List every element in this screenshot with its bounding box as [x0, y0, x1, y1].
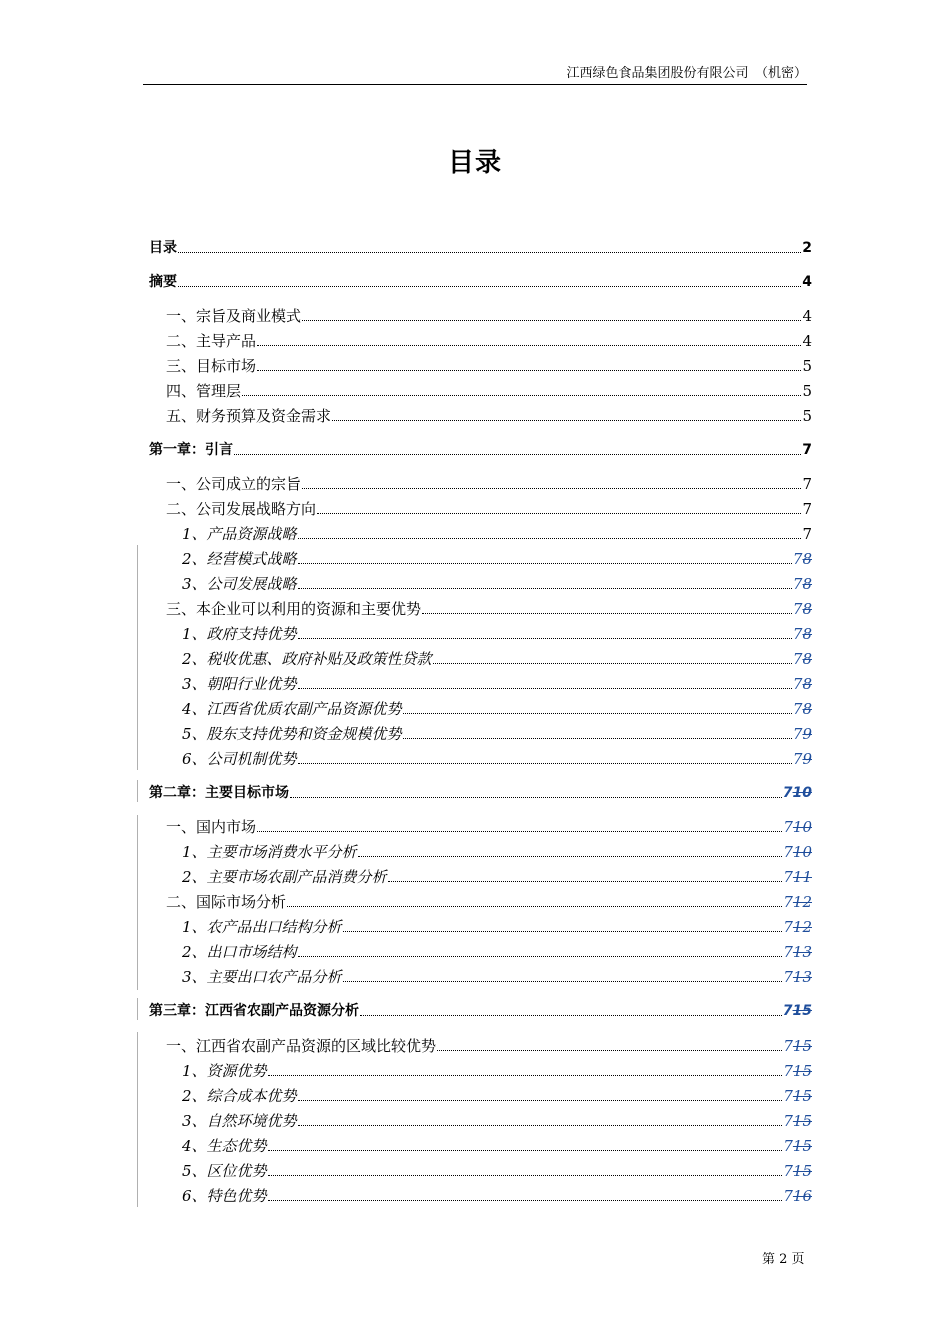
toc-entry-page: 2: [802, 240, 812, 256]
toc-page-inserted: 7: [783, 893, 793, 911]
revision-bar: [137, 545, 138, 770]
toc-entry[interactable]: [182, 940, 812, 962]
toc-entry-page: [793, 749, 812, 769]
toc-page-inserted: 7: [783, 818, 793, 836]
revision-bar: [137, 998, 138, 1020]
dot-leader: [403, 713, 792, 714]
toc-entry-page: [783, 1186, 812, 1206]
toc-entry-page: [783, 1036, 812, 1056]
toc-page-inserted: 7: [783, 1062, 793, 1080]
revision-bar: [137, 780, 138, 802]
toc-page-deleted: 13: [792, 943, 812, 961]
toc-entry-label: 1、农产品出口结构分析: [182, 918, 342, 936]
toc-entry-page: 4: [802, 332, 812, 350]
toc-entry-label: 第三章：江西省农副产品资源分析: [149, 1003, 359, 1019]
toc-entry[interactable]: [149, 270, 812, 292]
toc-entry-label: 一、国内市场: [166, 818, 257, 836]
toc-page-inserted: 7: [792, 650, 803, 668]
toc-entry-page: [783, 1086, 812, 1106]
toc-entry-label: 2、税收优惠、政府补贴及政策性贷款: [182, 650, 432, 668]
toc-entry-label: 1、主要市场消费水平分析: [182, 843, 357, 861]
toc-page-deleted: 15: [792, 1003, 812, 1019]
toc-page-deleted: 15: [792, 1062, 812, 1080]
toc-page-deleted: 12: [792, 893, 812, 911]
toc-entry[interactable]: [166, 354, 812, 376]
toc-page-deleted: 11: [792, 868, 812, 886]
toc-page-deleted: 8: [802, 550, 812, 568]
toc-entry-page: 7: [802, 442, 812, 458]
toc-entry-label: 一、宗旨及商业模式: [166, 307, 302, 325]
toc-entry[interactable]: [166, 304, 812, 326]
toc-entry-label: 4、江西省优质农副产品资源优势: [182, 700, 402, 718]
toc-entry-page: 5: [802, 382, 812, 400]
toc-entry[interactable]: [182, 865, 812, 887]
toc-page-deleted: 15: [792, 1162, 812, 1180]
toc-entry-page: [783, 867, 812, 887]
toc-entry[interactable]: [182, 1084, 812, 1106]
toc-entry[interactable]: [182, 572, 812, 594]
toc-entry-label: 二、主导产品: [166, 332, 257, 350]
toc-entry-page: [793, 574, 812, 594]
toc-entry-label: 摘要: [149, 274, 177, 290]
toc-page-inserted: 7: [783, 868, 793, 886]
toc-entry-label: 2、经营模式战略: [182, 550, 297, 568]
dot-leader: [298, 1100, 783, 1101]
toc-entry-page: [783, 817, 812, 837]
toc-entry-label: 四、管理层: [166, 382, 242, 400]
dot-leader: [290, 797, 782, 798]
toc-entry-page: [793, 724, 812, 744]
dot-leader: [298, 588, 792, 589]
toc-entry[interactable]: [182, 547, 812, 569]
toc-entry[interactable]: [182, 840, 812, 862]
toc-entry-page: [793, 699, 812, 719]
revision-bar: [137, 1032, 138, 1207]
toc-entry[interactable]: [166, 597, 812, 619]
toc-entry-label: 2、主要市场农副产品消费分析: [182, 868, 387, 886]
toc-entry-label: 三、本企业可以利用的资源和主要优势: [166, 600, 422, 618]
toc-entry-page: [783, 783, 812, 803]
toc-entry-label: 4、生态优势: [182, 1137, 267, 1155]
toc-entry[interactable]: [166, 1034, 812, 1056]
toc-page-deleted: 15: [792, 1037, 812, 1055]
toc-entry[interactable]: [166, 329, 812, 351]
dot-leader: [257, 831, 782, 832]
toc-page-inserted: 7: [783, 1037, 793, 1055]
dot-leader: [234, 454, 801, 455]
dot-leader: [298, 563, 792, 564]
toc-entry-page: [793, 599, 812, 619]
toc-page-inserted: 7: [782, 785, 793, 801]
revision-bar: [137, 815, 138, 990]
toc-entry[interactable]: [166, 497, 812, 519]
toc-entry-page: [783, 842, 812, 862]
toc-entry[interactable]: [182, 1134, 812, 1156]
toc-page-deleted: 15: [792, 1137, 812, 1155]
toc-entry[interactable]: [149, 999, 812, 1021]
toc-entry[interactable]: [182, 1059, 812, 1081]
toc-entry-label: 一、江西省农副产品资源的区域比较优势: [166, 1037, 437, 1055]
toc-entry[interactable]: [166, 815, 812, 837]
dot-leader: [403, 738, 792, 739]
toc-entry-page: [793, 649, 812, 669]
toc-entry-page: 7: [802, 525, 812, 543]
toc-page-deleted: 8: [802, 575, 812, 593]
dot-leader: [343, 981, 783, 982]
toc-entry-label: 二、国际市场分析: [166, 893, 287, 911]
toc-entry-label: 3、公司发展战略: [182, 575, 297, 593]
toc-entry-page: 5: [802, 357, 812, 375]
toc-entry-label: 五、财务预算及资金需求: [166, 407, 332, 425]
toc-entry[interactable]: [182, 647, 812, 669]
toc-page-inserted: 7: [783, 1137, 793, 1155]
dot-leader: [268, 1150, 783, 1151]
toc-entry-label: 6、特色优势: [182, 1187, 267, 1205]
toc-page-deleted: 15: [792, 1112, 812, 1130]
toc-entry-label: 3、自然环境优势: [182, 1112, 297, 1130]
toc-entry-label: 6、公司机制优势: [182, 750, 297, 768]
dot-leader: [302, 320, 801, 321]
dot-leader: [268, 1075, 783, 1076]
toc-entry[interactable]: [182, 1109, 812, 1131]
toc-entry-page: 7: [802, 475, 812, 493]
dot-leader: [268, 1200, 783, 1201]
toc-page-inserted: 7: [792, 700, 803, 718]
toc-page-inserted: 7: [782, 1003, 793, 1019]
toc-page-inserted: 7: [792, 625, 803, 643]
toc-entry[interactable]: [182, 747, 812, 769]
toc-page-inserted: 7: [792, 550, 803, 568]
toc-entry-label: 三、目标市场: [166, 357, 257, 375]
toc-entry[interactable]: [166, 379, 812, 401]
dot-leader: [178, 252, 801, 253]
toc-page-inserted: 7: [783, 843, 793, 861]
dot-leader: [437, 1050, 782, 1051]
toc-page-deleted: 10: [792, 818, 812, 836]
toc-entry-label: 二、公司发展战略方向: [166, 500, 317, 518]
toc-entry-page: [783, 917, 812, 937]
toc-entry[interactable]: [149, 236, 812, 258]
toc-entry[interactable]: [182, 722, 812, 744]
toc-entry-page: [783, 967, 812, 987]
toc-entry-label: 1、政府支持优势: [182, 625, 297, 643]
dot-leader: [302, 488, 801, 489]
dot-leader: [257, 345, 801, 346]
dot-leader: [422, 613, 792, 614]
toc-page-inserted: 7: [783, 943, 793, 961]
toc-entry-page: 5: [802, 407, 812, 425]
toc-entry-label: 3、朝阳行业优势: [182, 675, 297, 693]
toc-page-deleted: 8: [802, 650, 812, 668]
toc-entry-page: [783, 942, 812, 962]
toc-entry[interactable]: [182, 522, 812, 544]
toc-entry-page: [783, 1001, 812, 1021]
toc-page-inserted: 7: [792, 725, 803, 743]
toc-page-deleted: 8: [802, 600, 812, 618]
toc-entry-label: 2、出口市场结构: [182, 943, 297, 961]
toc-entry-label: 1、资源优势: [182, 1062, 267, 1080]
toc-entry[interactable]: [166, 404, 812, 426]
dot-leader: [298, 1125, 783, 1126]
toc-entry[interactable]: [166, 890, 812, 912]
toc-page-deleted: 16: [792, 1187, 812, 1205]
toc-page-inserted: 7: [783, 1087, 793, 1105]
toc-page-deleted: 10: [792, 843, 812, 861]
toc-entry-page: [783, 1161, 812, 1181]
page-number: 第 2 页: [762, 1252, 805, 1267]
toc-entry-page: 4: [802, 307, 812, 325]
toc-page-deleted: 8: [802, 625, 812, 643]
toc-page-deleted: 12: [792, 918, 812, 936]
toc-page-deleted: 8: [802, 675, 812, 693]
toc-page-inserted: 7: [783, 968, 793, 986]
toc-entry-label: 第二章：主要目标市场: [149, 785, 289, 801]
toc-entry-page: [783, 1111, 812, 1131]
toc-entry[interactable]: [182, 622, 812, 644]
dot-leader: [388, 881, 783, 882]
toc-page-deleted: 10: [792, 785, 812, 801]
dot-leader: [268, 1175, 783, 1176]
page-header: 江西绿色食品集团股份有限公司 （机密）: [143, 66, 807, 85]
dot-leader: [298, 763, 792, 764]
dot-leader: [343, 931, 783, 932]
toc-entry-label: 目录: [149, 240, 177, 256]
toc-entry-label: 第一章：引言: [149, 442, 233, 458]
toc-page-inserted: 7: [792, 750, 803, 768]
toc-page-deleted: 8: [802, 700, 812, 718]
toc-page-deleted: 13: [792, 968, 812, 986]
toc-entry[interactable]: [149, 438, 812, 460]
dot-leader: [360, 1015, 782, 1016]
dot-leader: [242, 395, 801, 396]
toc-entry-page: [783, 1136, 812, 1156]
toc-entry-label: 3、主要出口农产品分析: [182, 968, 342, 986]
toc-page-inserted: 7: [783, 1187, 793, 1205]
dot-leader: [298, 956, 783, 957]
document-title: 目录: [447, 148, 502, 178]
toc-entry[interactable]: [182, 965, 812, 987]
toc-entry-label: 1、产品资源战略: [182, 525, 297, 543]
dot-leader: [287, 906, 782, 907]
toc-entry-page: [783, 892, 812, 912]
toc-entry-label: 5、区位优势: [182, 1162, 267, 1180]
dot-leader: [317, 513, 801, 514]
toc-entry[interactable]: [166, 472, 812, 494]
toc-page-inserted: 7: [792, 600, 803, 618]
toc-entry-label: 2、综合成本优势: [182, 1087, 297, 1105]
toc-page-inserted: 7: [792, 575, 803, 593]
toc-page-inserted: 7: [783, 918, 793, 936]
dot-leader: [257, 370, 801, 371]
toc-page-deleted: 15: [792, 1087, 812, 1105]
dot-leader: [298, 688, 792, 689]
dot-leader: [178, 286, 801, 287]
dot-leader: [298, 638, 792, 639]
dot-leader: [298, 538, 802, 539]
toc-page-inserted: 7: [783, 1162, 793, 1180]
dot-leader: [433, 663, 792, 664]
toc-entry-page: [793, 674, 812, 694]
toc-entry[interactable]: [182, 697, 812, 719]
toc-entry-page: 4: [802, 274, 812, 290]
toc-page-deleted: 9: [802, 750, 812, 768]
toc-entry-label: 一、公司成立的宗旨: [166, 475, 302, 493]
toc-entry[interactable]: [182, 1184, 812, 1206]
toc-entry[interactable]: [182, 915, 812, 937]
toc-entry-page: 7: [802, 500, 812, 518]
toc-entry-page: [793, 549, 812, 569]
toc-entry-label: 5、股东支持优势和资金规模优势: [182, 725, 402, 743]
toc-entry-page: [793, 624, 812, 644]
toc-page-inserted: 7: [792, 675, 803, 693]
toc-page-inserted: 7: [783, 1112, 793, 1130]
dot-leader: [358, 856, 783, 857]
toc-entry[interactable]: [149, 781, 812, 803]
toc-entry[interactable]: [182, 1159, 812, 1181]
toc-page-deleted: 9: [802, 725, 812, 743]
toc-entry[interactable]: [182, 672, 812, 694]
toc-entry-page: [783, 1061, 812, 1081]
dot-leader: [332, 420, 801, 421]
